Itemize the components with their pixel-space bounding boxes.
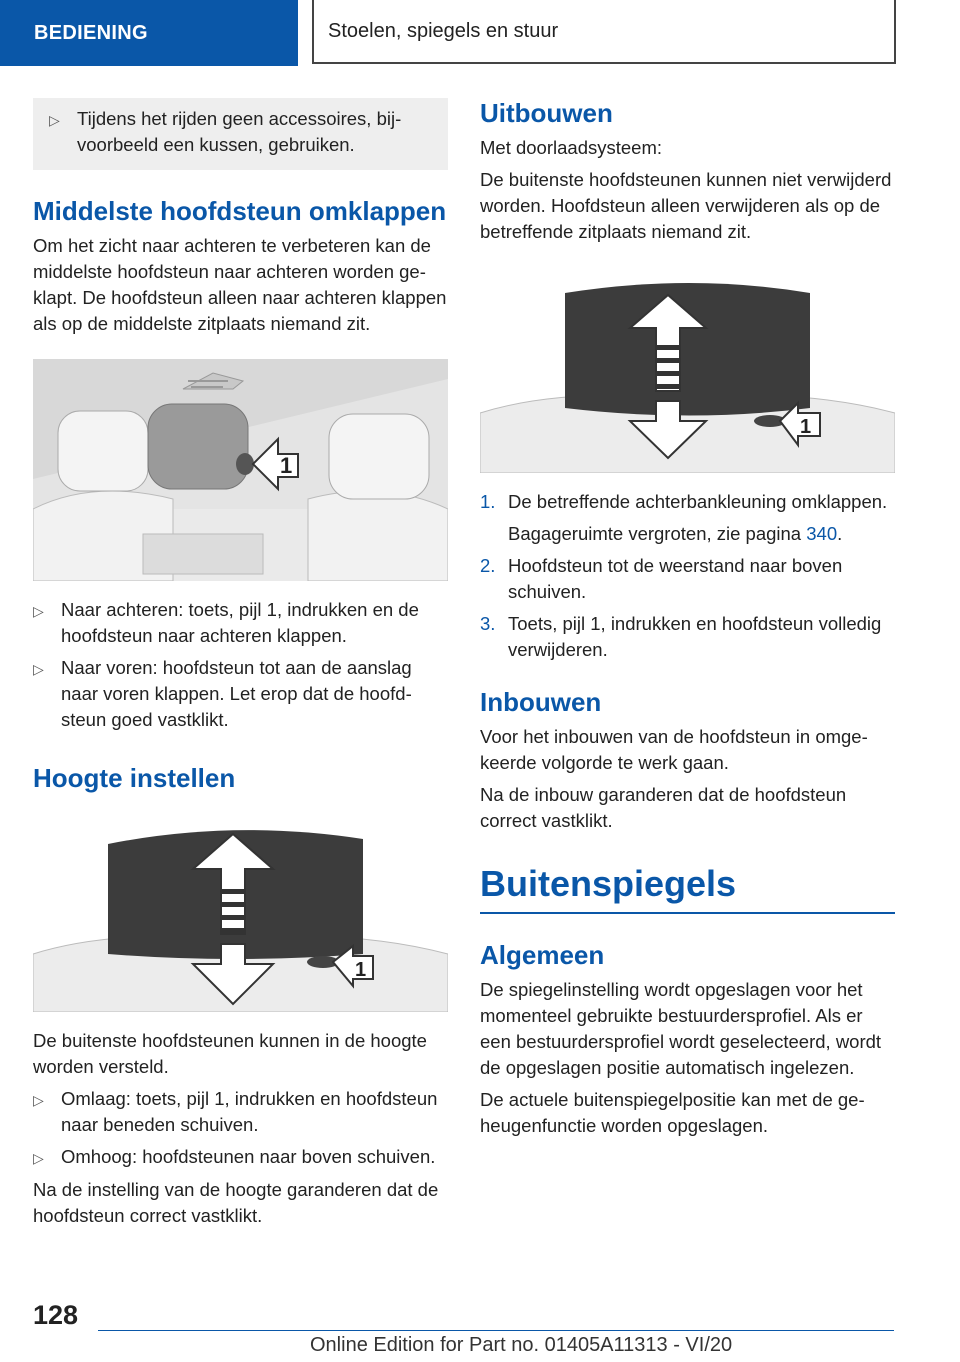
rear-seat-headrest-illustration — [33, 359, 448, 581]
step-text: De betreffende achterbankleuning omklappen. — [508, 491, 888, 512]
page-number: 128 — [33, 1300, 79, 1330]
list-item — [33, 1144, 448, 1171]
list-item-text: Omlaag: toets, pijl 1, indrukken en hoofdsteun naar beneden schuiven. — [61, 1088, 438, 1135]
list-item-text: Naar voren: hoofdsteun tot aan de aanslag naar voren klappen. Let erop dat de hoofdsteun goed vastklikt. — [61, 657, 412, 730]
footer-divider — [98, 1330, 894, 1331]
step-number: 2. — [480, 555, 496, 576]
list-item — [480, 553, 895, 605]
triangle-bullet-icon: ▷ — [33, 1092, 44, 1108]
note-text: Tijdens het rijden geen accessoires, bijvoorbeeld een kussen, gebruiken. — [77, 108, 402, 155]
paragraph-install-1: Voor het inbouwen van de hoofdsteun in omgekeerde volgorde te werk gaan. — [480, 726, 868, 773]
right-column — [480, 98, 895, 1145]
chapter-title: Stoelen, spiegels en stuur — [328, 19, 559, 42]
note-box — [33, 98, 448, 170]
list-item — [480, 611, 895, 663]
list-item — [49, 106, 436, 158]
step-text: Hoofdsteun tot de weerstand naar boven schuiven. — [508, 555, 843, 602]
step-subtext — [508, 521, 895, 547]
paragraph-general-1: De spiegelinstelling wordt opgeslagen voor het momenteel gebruikte bestuurdersprofiel. Als er een bestuurdersprofiel wordt geselecteerd, wordt de opgeslagen positie automatisch ingelezen. — [480, 979, 882, 1078]
headrest-height-illustration — [33, 814, 448, 1012]
figure-label: 1 — [355, 959, 367, 981]
paragraph-remove-1: Met doorlaadsysteem: — [480, 137, 663, 158]
triangle-bullet-icon: ▷ — [33, 661, 44, 677]
step-subtext-end: . — [837, 523, 843, 544]
paragraph-fold: Om het zicht naar achteren te verbeteren kan de middelste hoofdsteun naar achteren worden geklapt. De hoofdsteun alleen naar achteren klappen als op de middelste zitplaats niemand zit. — [33, 235, 447, 334]
list-item-text: Omhoog: hoofdsteunen naar boven schuiven. — [61, 1146, 436, 1167]
section-title: BEDIENING — [34, 21, 148, 44]
list-item — [33, 1086, 448, 1138]
heading-general: Algemeen — [480, 940, 605, 970]
list-item — [33, 597, 448, 649]
list-item-text: Naar achteren: toets, pijl 1, indrukken en de hoofdsteun naar achteren klappen. — [61, 599, 419, 646]
figure-label: 1 — [280, 453, 293, 478]
paragraph-general-2: De actuele buitenspiegelpositie kan met de geheugenfunctie worden opgeslagen. — [480, 1089, 865, 1136]
step-text: Toets, pijl 1, indrukken en hoofdsteun volledig verwijderen. — [508, 613, 882, 660]
page-link[interactable]: 340 — [806, 523, 838, 544]
paragraph-install-2: Na de inbouw garanderen dat de hoofdsteun correct vastklikt. — [480, 784, 847, 831]
triangle-bullet-icon: ▷ — [33, 603, 44, 619]
heading-fold: Middelste hoofdsteun omklappen — [33, 196, 447, 226]
triangle-bullet-icon: ▷ — [49, 112, 60, 128]
heading-install: Inbouwen — [480, 687, 602, 717]
heading-mirrors: Buitenspiegels — [480, 862, 895, 914]
heading-remove: Uitbouwen — [480, 98, 613, 128]
left-column — [33, 98, 448, 1235]
figure-label: 1 — [800, 416, 812, 438]
list-item — [33, 655, 448, 733]
footer-edition: Online Edition for Part no. 01405A11313 - VI/20 — [310, 1334, 733, 1356]
step-number: 3. — [480, 613, 496, 634]
paragraph-height-end: Na de instelling van de hoogte garanderen dat de hoofdsteun correct vastklikt. — [33, 1179, 439, 1226]
triangle-bullet-icon: ▷ — [33, 1150, 44, 1166]
paragraph-height: De buitenste hoofdsteunen kunnen in de hoogte worden versteld. — [33, 1030, 427, 1077]
section-tab — [0, 0, 298, 66]
step-subtext-text: Bagageruimte vergroten, zie pagina — [508, 523, 807, 544]
step-number: 1. — [480, 491, 496, 512]
headrest-removal-illustration — [480, 273, 895, 473]
chapter-header — [312, 0, 896, 64]
heading-height: Hoogte instellen — [33, 763, 236, 793]
paragraph-remove-2: De buitenste hoofdsteunen kunnen niet verwijderd worden. Hoofdsteun alleen verwijderen als op de betreffende zitplaats niemand zit. — [480, 169, 892, 242]
list-item — [480, 489, 895, 515]
